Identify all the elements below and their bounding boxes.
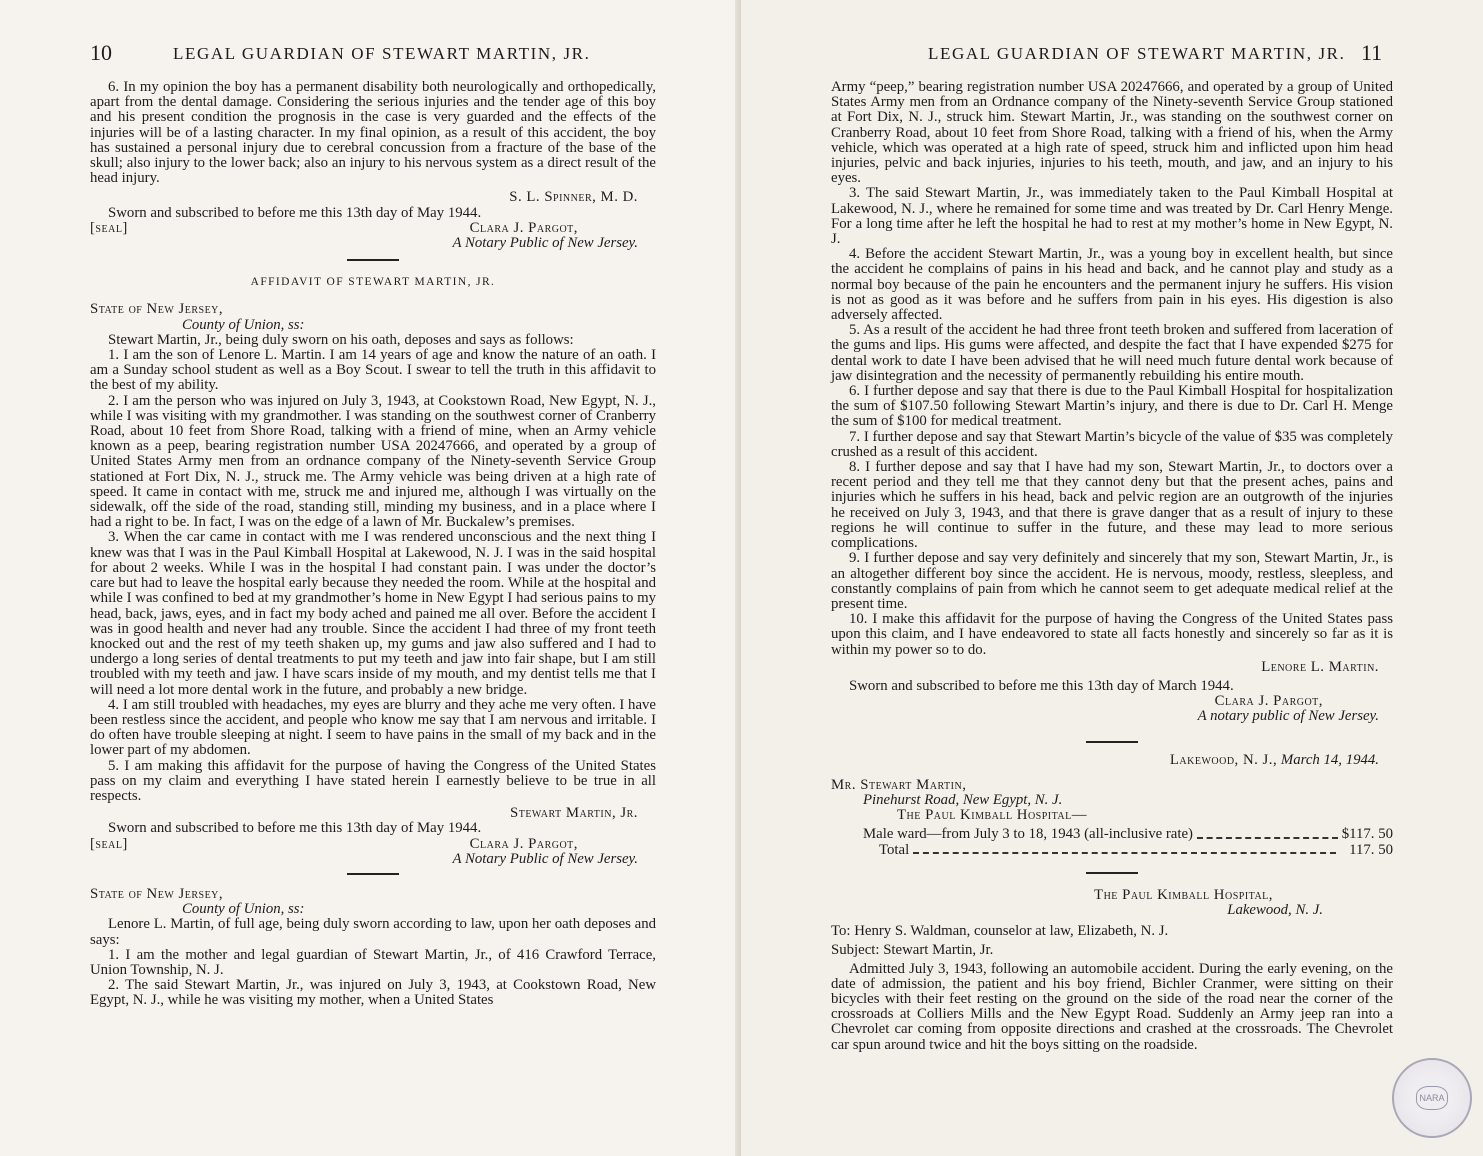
notary-title: A notary public of New Jersey. [1197,708,1379,725]
right-column [831,80,1393,1053]
notary-name: Clara J. Pargot, [469,219,578,236]
bill-item-label: Male ward—from July 3 to 18, 1943 (all-inclusive rate) [863,826,1193,843]
bill-issuer: The Paul Kimball Hospital— [897,807,1088,824]
lenore-paragraph-3: 3. The said Stewart Martin, Jr., was immediately taken to the Paul Kimball Hospital at Lakewood, N. J., where he remained for some time and was treated by Dr. Carl Henry Menge. For a long time after he left the hospital he had to rest at my mother’s home in New Egypt, N. J. [831,185,1393,248]
bill-dateline [831,753,1393,768]
letter-sender: The Paul Kimball Hospital, [1094,886,1273,903]
page-number: 10 [90,40,112,65]
leader-dots [1197,827,1338,838]
bill-address: Pinehurst Road, New Egypt, N. J. [863,791,1063,808]
state-heading: State of New Jersey, [90,885,224,902]
affidavit-intro: Stewart Martin, Jr., being duly sworn on his oath, deposes and says as follows: [108,331,574,348]
running-header: LEGAL GUARDIAN OF STEWART MARTIN, JR. [928,44,1346,63]
lenore-paragraph-4: 4. Before the accident Stewart Martin, Jr., was a young boy in excellent health, but since the accident he complains of pains in his head and back, and he cannot play and study as a normal boy because of the pain he encounters and the permanent injury he suffers. His vision is not as good as it was before and he suffers from pain in his eyes. His digestion is also adversely affected. [831,246,1393,324]
lenore-paragraph-1: 1. I am the mother and legal guardian of Stewart Martin, Jr., of 416 Crawford Terrace, Union Township, N. J. [90,946,656,978]
section-divider [347,259,399,261]
lenore-paragraph-10: 10. I make this affidavit for the purpose of having the Congress of the United States pass upon this claim, and I have endeavored to state all facts honestly and sincerely so far as it is within my power so to do. [831,611,1393,658]
section-divider [1086,872,1138,874]
lenore-paragraph-2: 2. The said Stewart Martin, Jr., was injured on July 3, 1943, at Cookstown Road, New Egypt, N. J., while he was visiting my mother, when a United States [90,977,656,1009]
bill-item-row [831,827,1393,842]
archive-stamp-seal [1392,1058,1472,1138]
letter-body: Admitted July 3, 1943, following an automobile accident. During the early evening, on the date of admission, the patient and his boy friend, Bichler Cranmer, were sitting on their bicycles with their feet resting on the ground on the side of the road near the corner of the crossroads at Colliers Mills and the New Egypt Road. Suddenly an Army jeep ran into a Chevrolet car coming from opposite directions and crashed at the crossroads. The Chevrolet car spun around twice and hit the boys sitting on the roadside. [831,960,1393,1053]
bill-total-row [831,843,1393,858]
seal-marker: [seal] [90,219,128,236]
affidavit-paragraph-4: 4. I am still troubled with headaches, my eyes are blurry and they ache me very often. I have been restless since the accident, and people who know me say that I am nervous and irritable. I do often have trouble sleeping at night. I seem to have pains in the small of my back and in the lower part of my abdomen. [90,696,656,759]
bill-recipient: Mr. Stewart Martin, [831,776,967,793]
lenore-signature: Lenore L. Martin. [1261,658,1379,675]
spinner-signature: S. L. Spinner, M. D. [509,189,638,206]
lenore-paragraph-8: 8. I further depose and say that I have had my son, Stewart Martin, Jr., to doctors over a recent period and they tell me that they cannot deny but that the present aches, pains and injuries which he suffers in his head, back and pelvic region are an outgrowth of the injuries he received on July 3, 1943, and that there is grave danger that as a result of injury to these regions he will continue to suffer in the future, and these may lead to more serious complications. [831,459,1393,552]
page-number: 11 [1361,40,1383,65]
notary-name: Clara J. Pargot, [1214,693,1323,710]
sworn-statement-3: Sworn and subscribed to before me this 13th day of March 1944. [849,677,1234,694]
notary-title: A Notary Public of New Jersey. [452,235,638,252]
bill-date: March 14, 1944. [1280,751,1379,768]
notary-title: A Notary Public of New Jersey. [452,850,638,867]
bill-total-amount: 117. 50 [1349,841,1393,858]
county-heading: County of Union, ss: [182,901,305,918]
seal-marker: [seal] [90,835,128,852]
leader-dots [913,843,1336,854]
affidavit-paragraph-3: 3. When the car came in contact with me I was rendered unconscious and the next thing I knew was that I was in the Paul Kimball Hospital at Lakewood, N. J. I was in the said hospital for about 2 weeks. While I was in the hospital I had constant pain. I was under the doctor’s care but had to leave the hospital early because they needed the room. While at the hospital and while I was confined to bed at my grandmother’s home in New Egypt I had serious pains to my head, back, jaws, eyes, and in fact my body ached and pained me all over. Before the accident I was in good health and never had any trouble. Since the accident I had three of my front teeth knocked out and the rest of my teeth shaken up, my gums and jaw also suffered and I had to undergo a long series of dental treatments to put my teeth and jaw into fair shape, but I am still troubled with my teeth and jaw. I have scars inside of my mouth, and my dentist tells me that I will need a lot more dental work in the future, and probably a new bridge. [90,529,656,698]
lenore-paragraph-2-continued: Army “peep,” bearing registration number USA 20247666, and operated by a group of United States Army men from an Ordnance company of the Ninety-seventh Service Group stationed at Fort Dix, N. J., struck him. Stewart Martin, Jr., was standing on the southwest corner on Cranberry Road, about 10 feet from Shore Road, talking with a friend of his, when the Army vehicle, which was operated at a high rate of speed, struck him and inflicted upon him head injuries, pelvic and back injuries, injuries to his teeth, mouth, and jaw, and an injury to his eyes. [831,79,1393,187]
running-header: LEGAL GUARDIAN OF STEWART MARTIN, JR. [173,44,591,63]
stewart-signature: Stewart Martin, Jr. [509,805,638,822]
affidavit-paragraph-2: 2. I am the person who was injured on July 3, 1943, at Cookstown Road, New Egypt, N. J., while I was visiting with my grandmother. I was standing on the southwest corner of Cranberry Road, about 10 feet from Shore Road, talking with a friend of mine, when an Army vehicle known as a peep, bearing registration number USA 20247666, and operated by a group of United States Army men from an ordnance company of the Ninety-seventh Service Group stationed at Fort Dix, N. J., struck me. The Army vehicle was being driven at a high rate of speed. It came in contact with me, struck me and injured me, although I was virtually on the sidewalk, off the side of the road, standing still, minding my business, and in a place where I had a right to be. In fact, I was on the edge of a lawn of Mr. Buckalew’s premises. [90,392,656,531]
lenore-intro: Lenore L. Martin, of full age, being duly sworn according to law, upon her oath deposes and says: [90,916,656,948]
affidavit-paragraph-5: 5. I am making this affidavit for the purpose of having the Congress of the United States pass on my claim and everything I have stated herein I earnestly believe to be true in all respects. [90,757,656,804]
notary-name: Clara J. Pargot, [469,835,578,852]
left-page [0,0,741,1156]
section-divider [1086,741,1138,743]
lenore-paragraph-9: 9. I further depose and say very definitely and sincerely that my son, Stewart Martin, Jr., is an altogether different boy since the accident. He is nervous, moody, restless, sleepless, and constantly complains of pain from which he cannot seem to get adequate medical relief at the present time. [831,550,1393,612]
section-divider [347,873,399,875]
letter-to-line: To: Henry S. Waldman, counselor at law, Elizabeth, N. J. [831,923,1169,940]
bill-item-amount: $117. 50 [1341,826,1393,843]
bill-place: Lakewood, N. J., [1169,751,1278,768]
lenore-paragraph-5: 5. As a result of the accident he had three front teeth broken and suffered from laceration of the gums and lips. His gums were affected, and despite the fact that I have expended $275 for dental work to date I have been advised that he will need much future dental work because of jaw disintegration and the necessity of permanently rebuilding his entire mouth. [831,322,1393,384]
left-column [90,80,656,1009]
spinner-paragraph-6: 6. In my opinion the boy has a permanent disability both neurologically and orthopedically, apart from the dental damage. Considering the serious injuries and the tender age of this boy and his present condition the prognosis in the case is very guarded and the effects of the injuries will be of a lasting character. In my final opinion, as a result of this accident, the boy has sustained a personal injury due to cerebral concussion from a fracture of the base of the skull; also injury to the lower back; also an injury to his nervous system as a direct result of the head injury. [90,79,656,187]
sworn-statement-1: Sworn and subscribed to before me this 13th day of May 1944. [108,204,482,221]
archive-stamp-text: NARA [1416,1086,1448,1110]
county-heading: County of Union, ss: [182,316,305,333]
affidavit-paragraph-1: 1. I am the son of Lenore L. Martin. I am 14 years of age and know the nature of an oath. I am a Sunday school student as well as a Boy Scout. I swear to tell the truth in this affidavit to the best of my ability. [90,347,656,394]
bill-total-label: Total [879,841,910,858]
letter-subject-line: Subject: Stewart Martin, Jr. [831,942,994,959]
affidavit-title: AFFIDAVIT OF STEWART MARTIN, JR. [250,276,496,289]
letter-sender-city: Lakewood, N. J. [1227,901,1323,918]
state-heading: State of New Jersey, [90,301,224,318]
right-page [741,0,1483,1156]
lenore-paragraph-6: 6. I further depose and say that there is due to the Paul Kimball Hospital for hospitalization the sum of $107.50 following Stewart Martin’s injury, and there is due to Dr. Carl H. Menge the sum of $100 for medical treatment. [831,383,1393,430]
sworn-statement-2: Sworn and subscribed to before me this 13th day of May 1944. [108,820,482,837]
lenore-paragraph-7: 7. I further depose and say that Stewart Martin’s bicycle of the value of $35 was completely crushed as a result of this accident. [831,428,1393,460]
